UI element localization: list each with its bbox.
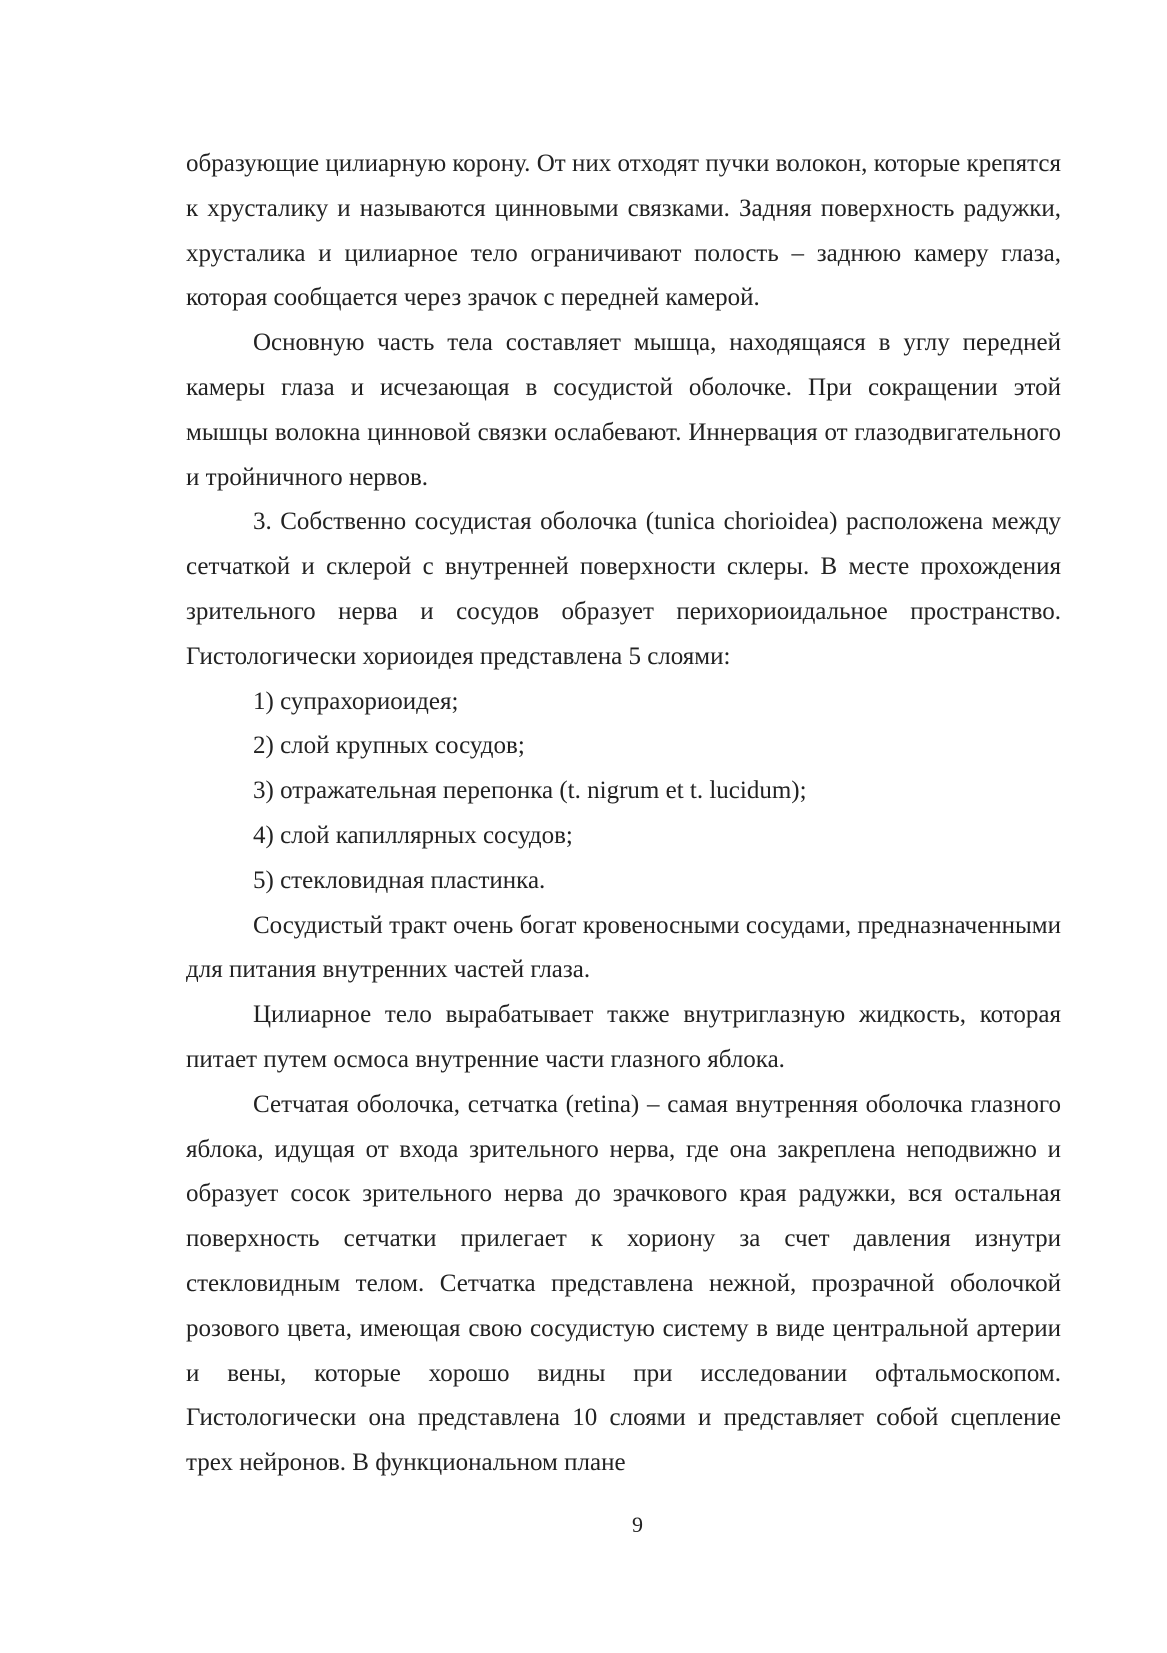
paragraph-intraocular-fluid: Цилиарное тело вырабатывает также внутриглазную жидкость, которая питает путем осмоса внутренние части глазного яблока. <box>186 1001 1061 1073</box>
page-number: 9 <box>632 1512 643 1537</box>
list-item-reflective-membrane: 3) отражательная перепонка (t. nigrum et t. lucidum); <box>253 777 807 805</box>
list-item-large-vessels: 2) слой крупных сосудов; <box>253 732 525 760</box>
paragraph-ciliary-muscle: Основную часть тела составляет мышца, находящаяся в углу передней камеры глаза и исчезающая в сосудистой оболочке. При сокращении этой мышцы волокна цинновой связки ослабевают. Иннервация от глазодвигательного и тройничного нервов. <box>186 329 1061 491</box>
paragraph-ciliary-corona: образующие цилиарную корону. От них отходят пучки волокон, которые крепятся к хрусталику и называются цинновыми связками. Задняя поверхность радужки, хрусталика и цилиарное тело ограничивают полость – заднюю камеру глаза, которая сообщается через зрачок с передней камерой. <box>186 150 1061 312</box>
list-item-vitreous-plate: 5) стекловидная пластинка. <box>253 866 546 894</box>
paragraph-choroid: 3. Собственно сосудистая оболочка (tunica chorioidea) расположена между сетчаткой и склерой с внутренней поверхности склеры. В месте прохождения зрительного нерва и сосудов образует перихориоидальное пространство. Гистологически хориоидея представлена 5 слоями: <box>186 508 1061 670</box>
list-item-capillary-vessels: 4) слой капиллярных сосудов; <box>253 821 573 849</box>
body-text <box>186 142 1061 1486</box>
paragraph-retina: Сетчатая оболочка, сетчатка (retina) – самая внутренняя оболочка глазного яблока, идущая от входа зрительного нерва, где она закреплена неподвижно и образует сосок зрительного нерва до зрачкового края радужки, вся остальная поверхность сетчатки прилегает к хориону за счет давления изнутри стекловидным телом. Сетчатка представлена нежной, прозрачной оболочкой розового цвета, имеющая свою сосудистую систему в виде центральной артерии и вены, которые хорошо видны при исследовании офтальмоскопом. Гистологически она представлена 10 слоями и представляет собой сцепление трех нейронов. В функциональном плане <box>186 1090 1061 1477</box>
paragraph-vascular-tract: Сосудистый тракт очень богат кровеносными сосудами, предназначенными для питания внутренних частей глаза. <box>186 911 1061 984</box>
list-item-suprachoroid: 1) супрахориоидея; <box>253 687 459 715</box>
